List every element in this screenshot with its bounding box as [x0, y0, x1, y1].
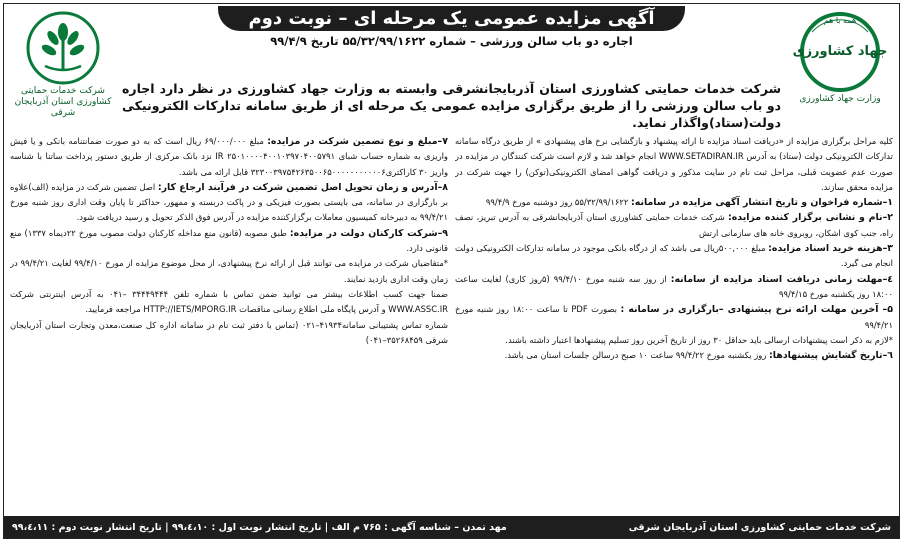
leaf-emblem-icon [25, 10, 101, 86]
logo-main-text: جهاد کشاورزی [792, 44, 888, 59]
contact-info: ضمنا جهت کسب اطلاعات بیشتر می توانید ضمن تماس با شماره تلفن ۳۴۴۴۹۴۴۴ –۰۴۱ به آدرس اینترنتی شرکت WWW.ASSC.IR و آدرس پایگاه ملی اطلاع رسانی مناقصات HTTP://IETS/MPORG.IR مراجعه فرمایید. [10, 288, 448, 315]
section-8 [10, 180, 448, 226]
section-9 [10, 226, 448, 257]
section-3 [455, 241, 893, 272]
ad-subtitle: اجاره دو باب سالن ورزشی – شماره ۵۵/۳۲/۹۹/۱۶۲۲ تاریخ ۹۹/۴/۹ [270, 34, 633, 48]
section-7-title: ۷–مبلغ و نوع تضمین شرکت در مزایده: [267, 136, 448, 147]
jihad-logo [785, 10, 895, 114]
right-column [455, 134, 893, 512]
validity-note: *لازم به ذکر است پیشنهادات ارسالی باید حداقل ۳۰ روز از تاریخ آخرین روز تسلیم پیشنهادها اعتبار داشته باشند. [505, 334, 893, 345]
section-6-text: روز یکشنبه مورخ ۹۹/۴/۲۲ ساعت ۱۰ صبح درسالن جلسات استان می باشد. [504, 350, 770, 361]
section-8-title: ۸–آدرس و زمان تحویل اصل تضمین شرکت در فرآیند ارجاع کار: [157, 181, 448, 193]
ad-title: آگهی مزایده عمومی یک مرحله ای – نوبت دوم [218, 6, 684, 31]
section-6-title: ٦–تاریخ گشایش پیشنهادها: [769, 350, 893, 362]
general-terms: کلیه مراحل برگزاری مزایده از «دریافت اسناد مزایده تا ارائه پیشنهاد و بازگشایی نرخ های پیشنهادی » از طریق درگاه سامانه تدارکات الکترونیکی دولت (ستاد) به آدرس WWW.SETADIRAN.IR انجام خواهد شد و لازم است شرکت کنندگان در مزایده در صورت عدم عضویت قبلی، مراحل ثبت نام در سایت مذکور و دریافت گواهی امضای الکترونیکی(توکن) را جهت شرکت در مزایده محقق سازند. [455, 136, 893, 192]
body-columns [10, 134, 893, 512]
section-3-title: ۳–هزینه خرید اسناد مزایده: [768, 243, 893, 255]
section-3-text: مبلغ ۵۰۰,۰۰۰ریال می باشد که از درگاه بانکی موجود در سامانه تدارکات الکترونیکی دولت انجام می گیرد. [455, 243, 893, 269]
section-2 [455, 210, 893, 241]
intro-paragraph: شرکت خدمات حمایتی کشاورزی استان آذربایجانشرقی وابسته به وزارت جهاد کشاورزی در نظر دارد اجاره دو باب سالن ورزشی را از طریق برگزاری مزایده عمومی یک مرحله ای از طریق سامانه تدارکات الکترونیکی دولت(ستاد)واگذار نماید. [122, 81, 781, 130]
logo-caption: وزارت جهاد کشاورزی [799, 94, 881, 104]
advertisement-page [3, 3, 900, 539]
section-9-title: ۹–شرکت کارکنان دولت در مزایده: [289, 227, 448, 239]
company-logo [8, 10, 118, 118]
left-column [10, 134, 448, 512]
section-7-text: مبلغ ۶۹/۰۰۰/۰۰۰ ریال است که به دو صورت ضمانتنامه بانکی و یا فیش واریزی به شماره حساب شبای IR ۲۵۰۱۰۰۰۰۴۰۰۱۰۳۹۷۰۴۰۰۵۷۹۱ نزد بانک مرکزی از طریق دستور پرداخت ساتنا با شناسه واریز ۳۰ کاراکتری۳۲۳۰۰۳۹۷۵۴۲۶۳۵۰۰۶۵۰۰۰۰۰۰۰۰۰۰۰۶ قابل ارائه می باشد. [10, 136, 448, 177]
section-6 [455, 348, 893, 363]
company-logo-caption: شرکت خدمات حمایتی کشاورزی استان آذربایجان شرقی [14, 86, 112, 118]
section-1 [455, 195, 893, 210]
footer-company: شرکت خدمات حمایتی کشاورزی استان آذربایجان شرقی [628, 521, 891, 533]
support-info: شماره تماس پشتیبانی سامانه۴۱۹۳۴–۰۲۱ (تماس با دفتر ثبت نام در سامانه اداره کل صنعت،معدن وتجارت استان آذربایجان شرقی ۳۵۲۶۸۴۵۹–۰۴۱) [10, 319, 448, 345]
section-4-title: ٤–مهلت زمانی دریافت اسناد مزایده از سامانه: [670, 273, 893, 285]
ad-header [124, 6, 779, 48]
section-8-text: اصل تضمین شرکت در مزایده (الف)علاوه بر بارگزاری در سامانه، می بایستی بصورت فیزیکی و در پاکت دربسته و ممهور، حداکثر تا پایان وقت اداری روز شنبه مورخ ۹۹/۴/۲۱ به دبیرخانه کمیسیون معاملات برگزارکننده مزایده در آدرس فوق الذکر تحویل و رسید دریافت شود. [10, 181, 448, 223]
visit-note: *متقاضیان شرکت در مزایده می توانند قبل از ارائه نرخ پیشنهادی، از محل موضوع مزایده از مورخ ۹۹/۴/۱۰ لغایت ۹۹/۴/۲۱ در زمان وقت اداری بازدید نمایند. [10, 258, 448, 284]
section-5-title: ۵– آخرین مهلت ارائه نرخ پیشنهادی –بارگزاری در سامانه : [620, 304, 893, 316]
section-2-title: ۲–نام و نشانی برگزار کننده مزایده: [728, 212, 893, 224]
footer-details: مهد تمدن – شناسه آگهی : ۷۶۵ م الف | تاریخ انتشار نوبت اول : ۹۹،٤،۱۰ | تاریخ انتشار نوبت دوم : ۹۹،٤،۱۱ [12, 521, 507, 533]
section-5 [455, 302, 893, 333]
section-7 [10, 134, 448, 180]
section-2-text: شرکت خدمات حمایتی کشاورزی استان آذربایجانشرقی به آدرس تبریز، نصف راه، جنب کوی اشکان، روبروی خانه های سازمانی ارتش [455, 212, 893, 238]
section-1-title: ۱–شماره فراخوان و تاریخ انتشار آگهی مزایده در سامانه: [631, 197, 893, 209]
section-1-text: ۵۵/۳۲/۹۹/۱۶۲۲ روز دوشنبه مورخ ۹۹/۴/۹ [485, 197, 632, 208]
section-5-text: بصورت PDF تا ساعت ۱۸:۰۰ روز شنبه مورخ ۹۹/۴/۲۱ [455, 304, 893, 330]
section-4 [455, 272, 893, 303]
footer-bar [4, 516, 899, 538]
section-4-text: از روز سه شنبه مورخ ۹۹/۴/۱۰ (۵روز کاری) لغایت ساعت ۱۸:۰۰ روز یکشنبه مورخ ۹۹/۴/۱۵ [455, 273, 893, 299]
logo-arc-text: همه با هم [823, 16, 857, 25]
section-9-text: طبق مصوبه (قانون منع مداخله کارکنان دولت مصوب مورخ ۲۲دیماه ۱۳۳۷) منع قانونی دارد. [10, 227, 448, 254]
